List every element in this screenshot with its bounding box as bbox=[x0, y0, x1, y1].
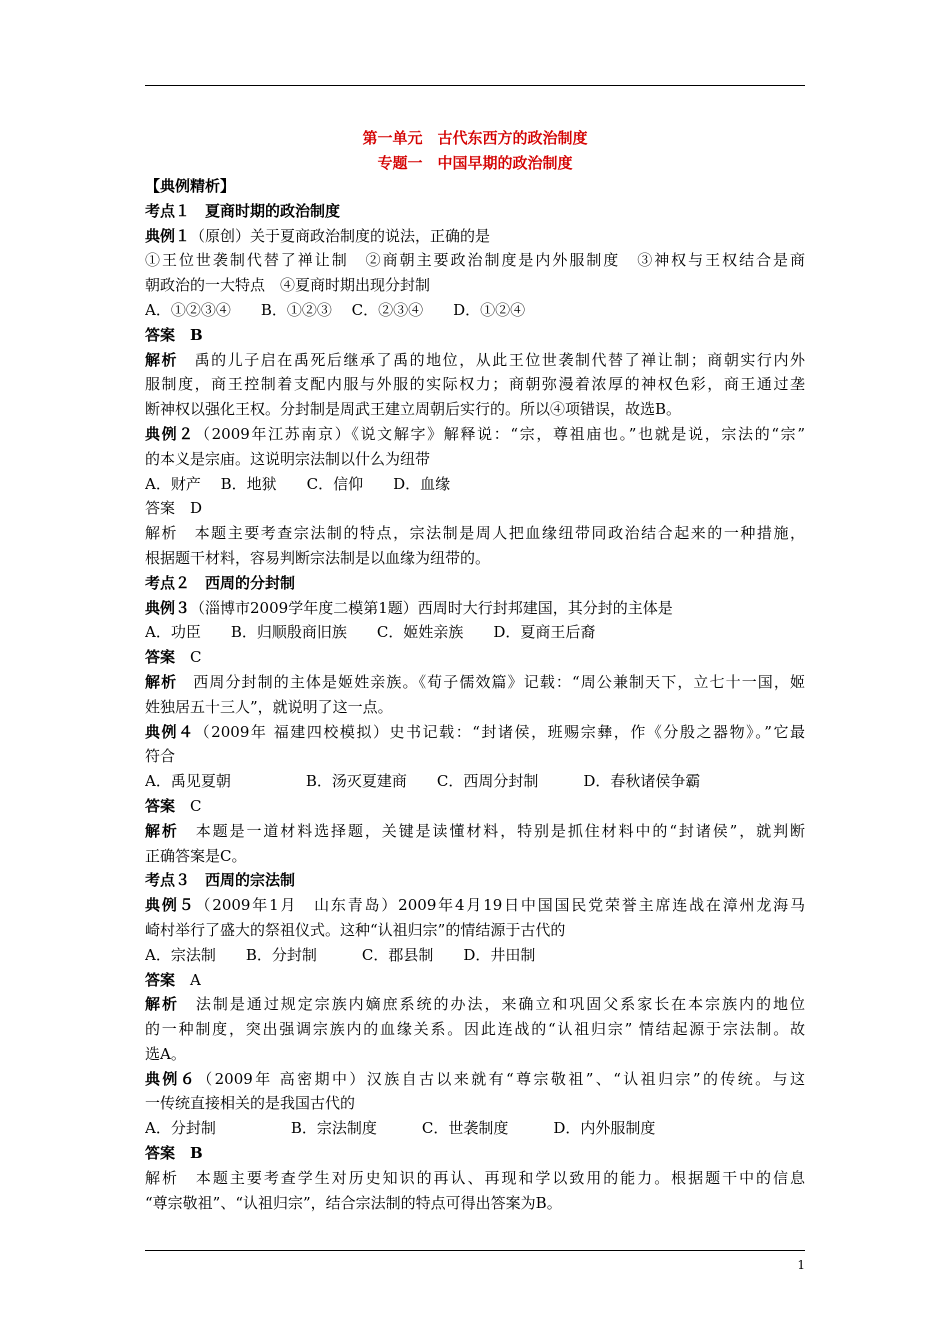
line-text: （原创）关于夏商政治制度的说法，正确的是 bbox=[190, 226, 491, 245]
text-line bbox=[145, 397, 805, 422]
text-line bbox=[145, 992, 805, 1017]
bold-label: 答案 bbox=[145, 970, 176, 989]
line-text: 的一种制度，突出强调宗族内的血缘关系。因此连战的“认祖归宗” 情结起源于宗法制。故 bbox=[145, 1020, 805, 1039]
line-text: A．禹见夏朝 B．汤灭夏建商 C．西周分封制 D．春秋诸侯争霸 bbox=[145, 772, 701, 791]
bold-label: 解析 bbox=[145, 672, 178, 691]
text-line bbox=[145, 496, 805, 521]
bold-label: 考点３ 西周的宗法制 bbox=[145, 871, 296, 890]
line-text: 崎村举行了盛大的祭祖仪式。这种“认祖归宗”的情结源于古代的 bbox=[145, 920, 566, 939]
line-text: A．宗法制 B．分封制 C．郡县制 D．井田制 bbox=[145, 945, 536, 964]
text-line bbox=[145, 1091, 805, 1116]
text-line bbox=[145, 1191, 805, 1216]
line-text: （2009年江苏南京）《说文解字》解释说：“宗，尊祖庙也。”也就是说，宗法的“宗” bbox=[194, 424, 805, 443]
bold-label: 典例４ bbox=[145, 722, 195, 741]
bold-label: 解析 bbox=[145, 821, 179, 840]
line-text: A．①②③④ B．①②③ C．②③④ D．①②④ bbox=[145, 300, 526, 319]
line-text: 解析 本题主要考查宗法制的特点，宗法制是周人把血缘纽带同政治结合起来的一种措施， bbox=[145, 524, 805, 543]
footer-rule bbox=[145, 1250, 805, 1251]
line-text: 西周分封制的主体是姬姓亲族。《荀子儒效篇》记载：“周公兼制天下，立七十一国，姬 bbox=[177, 672, 805, 691]
line-text: 一传统直接相关的是我国古代的 bbox=[145, 1094, 356, 1113]
line-text: 正确答案是C。 bbox=[145, 846, 247, 865]
bold-label: 解析 bbox=[145, 350, 179, 369]
line-text: A．财产 B．地狱 C．信仰 D．血缘 bbox=[145, 474, 451, 493]
line-text: 选A。 bbox=[145, 1044, 186, 1063]
text-line bbox=[145, 620, 805, 645]
text-line bbox=[145, 918, 805, 943]
line-text: （淄博市2009学年度二模第1题）西周时大行封邦建国，其分封的主体是 bbox=[190, 598, 673, 617]
bold-label: 典例６ bbox=[145, 1069, 198, 1088]
text-line bbox=[145, 645, 805, 670]
bold-label: 考点２ 西周的分封制 bbox=[145, 573, 296, 592]
text-line bbox=[145, 546, 805, 571]
text-line bbox=[145, 298, 805, 323]
line-text: “尊宗敬祖”、“认祖归宗”，结合宗法制的特点可得出答案为B。 bbox=[145, 1193, 562, 1212]
text-line bbox=[145, 1067, 805, 1092]
text-line bbox=[145, 769, 805, 794]
unit-title: 第一单元 古代东西方的政治制度 bbox=[362, 129, 588, 147]
text-line bbox=[145, 422, 805, 447]
line-text: C bbox=[175, 648, 202, 667]
text-line bbox=[145, 744, 805, 769]
text-line bbox=[145, 248, 805, 273]
line-text: 根据题干材料，容易判断宗法制是以血缘为纽带的。 bbox=[145, 548, 491, 567]
text-line bbox=[145, 571, 805, 596]
line-text: 答案 D bbox=[145, 499, 203, 518]
line-text: 禹的儿子启在禹死后继承了禹的地位，从此王位世袭制代替了禅让制；商朝实行内外 bbox=[178, 350, 805, 369]
topic-title: 专题一 中国早期的政治制度 bbox=[377, 154, 573, 172]
text-line bbox=[145, 1042, 805, 1067]
page-number: 1 bbox=[797, 1258, 805, 1272]
text-line bbox=[145, 174, 805, 199]
line-text: 断神权以强化王权。分封制是周武王建立周朝后实行的。所以④项错误，故选B。 bbox=[145, 400, 682, 419]
text-line bbox=[145, 1116, 805, 1141]
text-line bbox=[145, 199, 805, 224]
text-line bbox=[145, 968, 805, 993]
text-line bbox=[145, 1141, 805, 1166]
line-text: 本题是一道材料选择题，关键是读懂材料，特别是抓住材料中的“封诸侯”，就判断 bbox=[178, 821, 805, 840]
bold-label: 答案 bbox=[145, 796, 176, 815]
text-line bbox=[145, 323, 805, 348]
text-line bbox=[145, 472, 805, 497]
title-block bbox=[145, 126, 805, 176]
line-text: 姓独居五十三人”，就说明了这一点。 bbox=[145, 697, 393, 716]
line-text: A bbox=[175, 970, 201, 989]
line-text: C bbox=[175, 796, 202, 815]
bold-label: 考点１ 夏商时期的政治制度 bbox=[145, 201, 341, 220]
text-line bbox=[145, 695, 805, 720]
text-line bbox=[145, 670, 805, 695]
text-line bbox=[145, 273, 805, 298]
text-line bbox=[145, 224, 805, 249]
bold-label: 典例２ bbox=[145, 424, 195, 443]
line-text: 法制是通过规定宗族内嫡庶系统的办法，来确立和巩固父系家长在本宗族内的地位 bbox=[178, 995, 805, 1014]
line-text: 服制度，商王控制着支配内服与外服的实际权力；商朝弥漫着浓厚的神权色彩，商王通过垄 bbox=[145, 375, 805, 394]
text-line bbox=[145, 1166, 805, 1191]
text-line bbox=[145, 348, 805, 373]
bold-label: 典例３ bbox=[145, 598, 191, 617]
text-line bbox=[145, 720, 805, 745]
header-rule bbox=[145, 85, 805, 86]
line-text: （2009年1月 山东青岛）2009年4月19日中国国民党荣誉主席连战在漳州龙海马 bbox=[195, 896, 805, 915]
line-text: A．功臣 B．归顺殷商旧族 C．姬姓亲族 D．夏商王后裔 bbox=[145, 623, 596, 642]
line-text: 符合 bbox=[145, 747, 176, 766]
text-line bbox=[145, 521, 805, 546]
text-line bbox=[145, 819, 805, 844]
line-text: （2009年 福建四校模拟）史书记载：“封诸侯，班赐宗彝，作《分殷之器物》。”它最 bbox=[194, 722, 805, 741]
bold-label: 答案 B bbox=[145, 1144, 203, 1163]
line-text: 解析 本题主要考查学生对历史知识的再认、再现和学以致用的能力。根据题干中的信息 bbox=[145, 1168, 805, 1187]
bold-label: 【典例精析】 bbox=[145, 177, 236, 195]
bold-label: 典例５ bbox=[145, 896, 196, 915]
text-line bbox=[145, 447, 805, 472]
text-line bbox=[145, 893, 805, 918]
bold-label: 解析 bbox=[145, 995, 179, 1014]
text-line bbox=[145, 1017, 805, 1042]
line-text: 朝政治的一大特点 ④夏商时期出现分封制 bbox=[145, 276, 431, 295]
text-line bbox=[145, 868, 805, 893]
line-text: ①王位世袭制代替了禅让制 ②商朝主要政治制度是内外服制度 ③神权与王权结合是商 bbox=[145, 251, 805, 270]
bold-label: 答案 B bbox=[145, 325, 203, 344]
text-line bbox=[145, 943, 805, 968]
text-line bbox=[145, 794, 805, 819]
text-line bbox=[145, 844, 805, 869]
bold-label: 答案 bbox=[145, 648, 176, 667]
line-text: A．分封制 B．宗法制度 C．世袭制度 D．内外服制度 bbox=[145, 1119, 656, 1138]
line-text: 的本义是宗庙。这说明宗法制以什么为纽带 bbox=[145, 449, 431, 468]
text-line bbox=[145, 372, 805, 397]
document-body bbox=[145, 174, 805, 1215]
text-line bbox=[145, 596, 805, 621]
bold-label: 典例１ bbox=[145, 226, 191, 245]
line-text: （2009年 高密期中）汉族自古以来就有“尊宗敬祖”、“认祖归宗”的传统。与这 bbox=[197, 1069, 805, 1088]
